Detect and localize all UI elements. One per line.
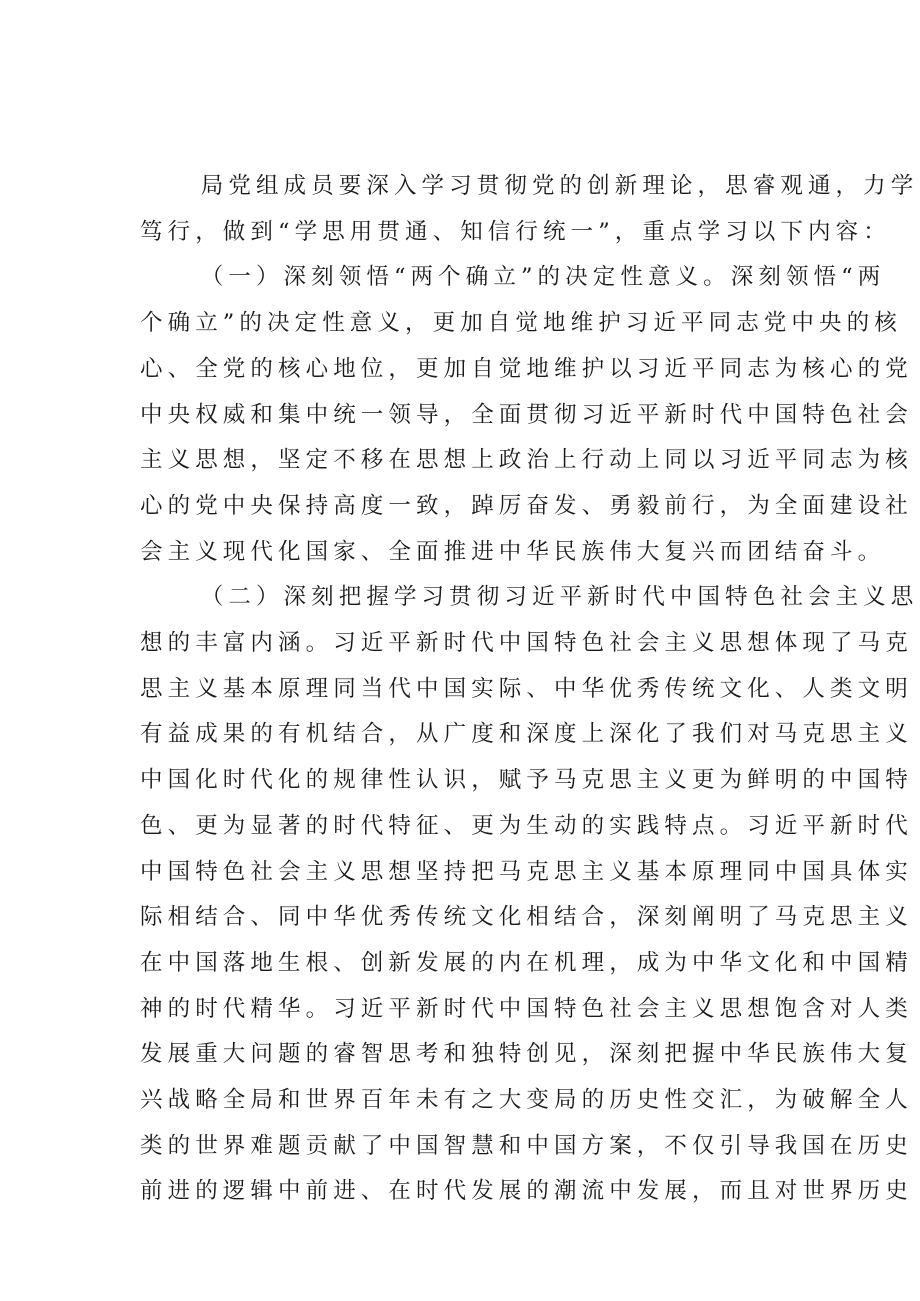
text-line: （一）深刻领悟“两个确立”的决定性意义。深刻领悟“两 [200, 264, 886, 291]
text-line: 心的党中央保持高度一致，踔厉奋发、勇毅前行，为全面建设社 [140, 492, 913, 519]
text-line: 笃行，做到“学思用贯通、知信行统一”，重点学习以下内容： [140, 218, 891, 245]
text-line: 中国特色社会主义思想坚持把马克思主义基本原理同中国具体实 [140, 858, 913, 885]
text-line: 色、更为显著的时代特征、更为生动的实践特点。习近平新时代 [140, 812, 913, 839]
text-line: 类的世界难题贡献了中国智慧和中国方案，不仅引导我国在历史 [140, 1132, 913, 1159]
text-line: （二）深刻把握学习贯彻习近平新时代中国特色社会主义思 [200, 584, 919, 611]
text-line: 主义思想，坚定不移在思想上政治上行动上同以习近平同志为核 [140, 447, 913, 474]
text-line: 想的丰富内涵。习近平新时代中国特色社会主义思想体现了马克 [140, 630, 913, 657]
text-line: 有益成果的有机结合，从广度和深度上深化了我们对马克思主义 [140, 721, 913, 748]
text-line: 神的时代精华。习近平新时代中国特色社会主义思想饱含对人类 [140, 995, 913, 1022]
text-line: 会主义现代化国家、全面推进中华民族伟大复兴而团结奋斗。 [140, 538, 886, 565]
paragraph-section-2 [140, 575, 919, 1215]
text-line: 在中国落地生根、创新发展的内在机理，成为中华文化和中国精 [140, 949, 913, 976]
text-line: 前进的逻辑中前进、在时代发展的潮流中发展，而且对世界历史 [140, 1178, 913, 1205]
document-body [140, 164, 919, 1215]
paragraph-intro [140, 164, 919, 255]
text-line: 个确立”的决定性意义，更加自觉地维护习近平同志党中央的核 [140, 310, 902, 337]
text-line: 发展重大问题的睿智思考和独特创见，深刻把握中华民族伟大复 [140, 1041, 913, 1068]
text-line: 局党组成员要深入学习贯彻党的创新理论，思睿观通，力学 [200, 173, 919, 199]
text-line: 思主义基本原理同当代中国实际、中华优秀传统文化、人类文明 [140, 675, 913, 702]
text-line: 中央权威和集中统一领导，全面贯彻习近平新时代中国特色社会 [140, 401, 913, 428]
text-line: 中国化时代化的规律性认识，赋予马克思主义更为鲜明的中国特 [140, 767, 913, 794]
paragraph-section-1 [140, 255, 913, 575]
text-line: 心、全党的核心地位，更加自觉地维护以习近平同志为核心的党 [140, 355, 913, 382]
text-line: 际相结合、同中华优秀传统文化相结合，深刻阐明了马克思主义 [140, 904, 913, 931]
text-line: 兴战略全局和世界百年未有之大变局的历史性交汇，为破解全人 [140, 1087, 913, 1114]
